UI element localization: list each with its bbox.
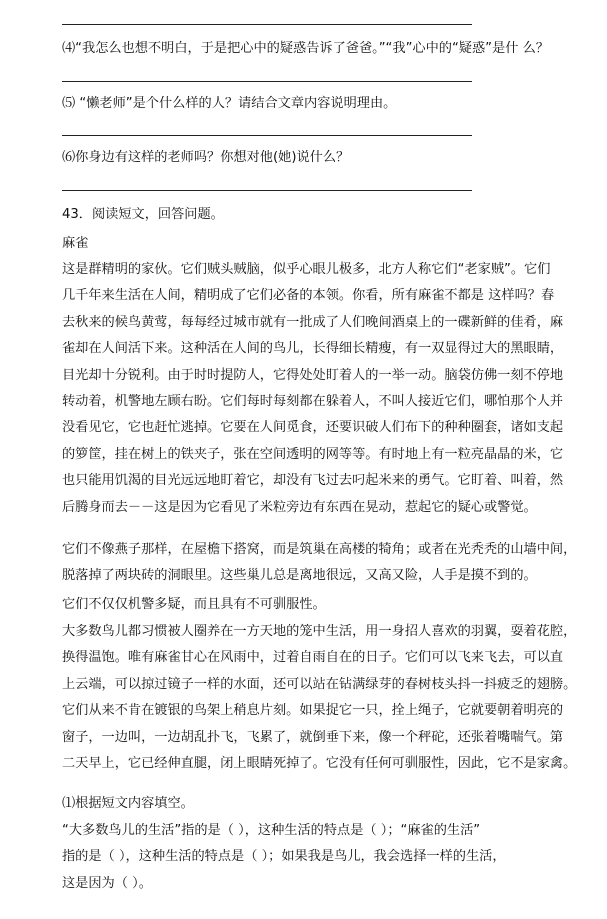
section-heading: 43．阅读短文，回答问题。 [62,207,224,222]
text-line: 后腾身而去－－这是因为它看见了米粒旁边有东西在晃动，惹起它的疑心或警觉。 [62,499,537,515]
text-line: 转动着，机警地左顾右盼。它们每时每刻都在躲着人，不叫人接近它们，哪怕那个人并 [62,393,564,409]
text-line: 它们从来不肯在镀银的鸟架上稍息片刻。如果捉它一只，拴上绳子，它就要朝着明亮的 [62,703,564,719]
text-line: 它们不仅仅机警多疑，而且具有不可驯服性。 [62,597,326,612]
sub-question-1-title: ⑴根据短文内容填空。 [62,796,194,811]
passage-paragraph-4 [62,619,577,777]
text-line: 没看见它，它也赶忙逃掉。它要在人间觅食，还要识破人们布下的种种圈套，诸如支起 [62,420,564,436]
passage-paragraph-3 [62,592,538,618]
text-line: 这是群精明的家伙。它们贼头贼脑，似乎心眼儿极多，北方人称它们“老家贼”。它们 [62,262,551,277]
passage-title: 麻雀 [62,236,89,251]
text-line: 大多数鸟儿都习惯被人圈养在一方天地的笼中生活，用一身招人喜欢的羽翼，耍着花腔， [62,624,577,639]
text-line: 窗子，一边叫，一边胡乱扑飞，飞累了，就倒垂下来，像一个秤砣，还张着嘴喘气。第 [62,729,564,745]
passage-paragraph-2 [62,537,577,590]
text-line: 去秋来的候鸟黄莺，每每经过城市就有一批成了人们晚间酒桌上的一碟新鲜的佳肴，麻 [62,314,564,330]
answer-line [62,135,472,136]
answer-line [62,190,472,191]
fill-in-line: 指的是（ ），这种生活的特点是（ ）；如果我是鸟儿，我会选择一样的生活， [62,849,506,865]
sub-question-1-body [62,818,538,897]
text-line: 脱落掉了两块砖的洞眼里。这些巢儿总是离地很远，又高又险，人手是摸不到的。 [62,568,537,584]
fill-in-line: 这是因为（ ）。 [62,875,152,891]
text-line: 二天早上，它已经伸直腿，闭上眼睛死掉了。它没有任何可驯服性，因此，它不是家禽。 [62,755,577,771]
text-line: 雀却在人间活下来。这种活在人间的鸟儿，长得细长精瘦，有一双显得过大的黑眼睛， [62,341,564,357]
passage-paragraph-1 [62,257,564,521]
text-line: 换得温饱。唯有麻雀甘心在风雨中，过着自雨自在的日子。它们可以飞来飞去，可以直 [62,650,564,666]
answer-line [62,81,472,82]
text-line: 的箩筐，挂在树上的铁夹子，张在空间透明的网等等。有时地上有一粒亮晶晶的米，它 [62,446,564,462]
question-4: ⑷“我怎么也想不明白，于是把心中的疑惑告诉了爸爸。”“我”心中的“疑惑”是什 么？ [62,41,549,56]
answer-line [62,24,472,25]
text-line: 上云端，可以掠过镜子一样的水面，还可以站在钻满绿芽的春树枝头抖一抖疲乏的翅膀。 [62,676,577,692]
question-5: ⑸ “懒老师”是个什么样的人？请结合文章内容说明理由。 [62,96,397,111]
text-line: 目光却十分锐利。由于时时提防人，它得处处盯着人的一举一动。脑袋仿佛一刻不停地 [62,367,564,383]
text-line: 也只能用饥渴的目光远远地盯着它，却没有飞过去叼起米来的勇气。它盯着、叫着，然 [62,473,564,489]
fill-in-line: “大多数鸟儿的生活”指的是（ ），这种生活的特点是（ ）；“麻雀的生活” [62,823,481,838]
text-line: 几千年来生活在人间，精明成了它们必备的本领。你看，所有麻雀不都是 这样吗？春 [62,288,555,304]
text-line: 它们不像燕子那样，在屋檐下搭窝，而是筑巢在高楼的犄角；或者在光秃秃的山墙中间， [62,542,577,557]
question-6: ⑹你身边有这样的老师吗？你想对他(她)说什么？ [62,150,350,165]
